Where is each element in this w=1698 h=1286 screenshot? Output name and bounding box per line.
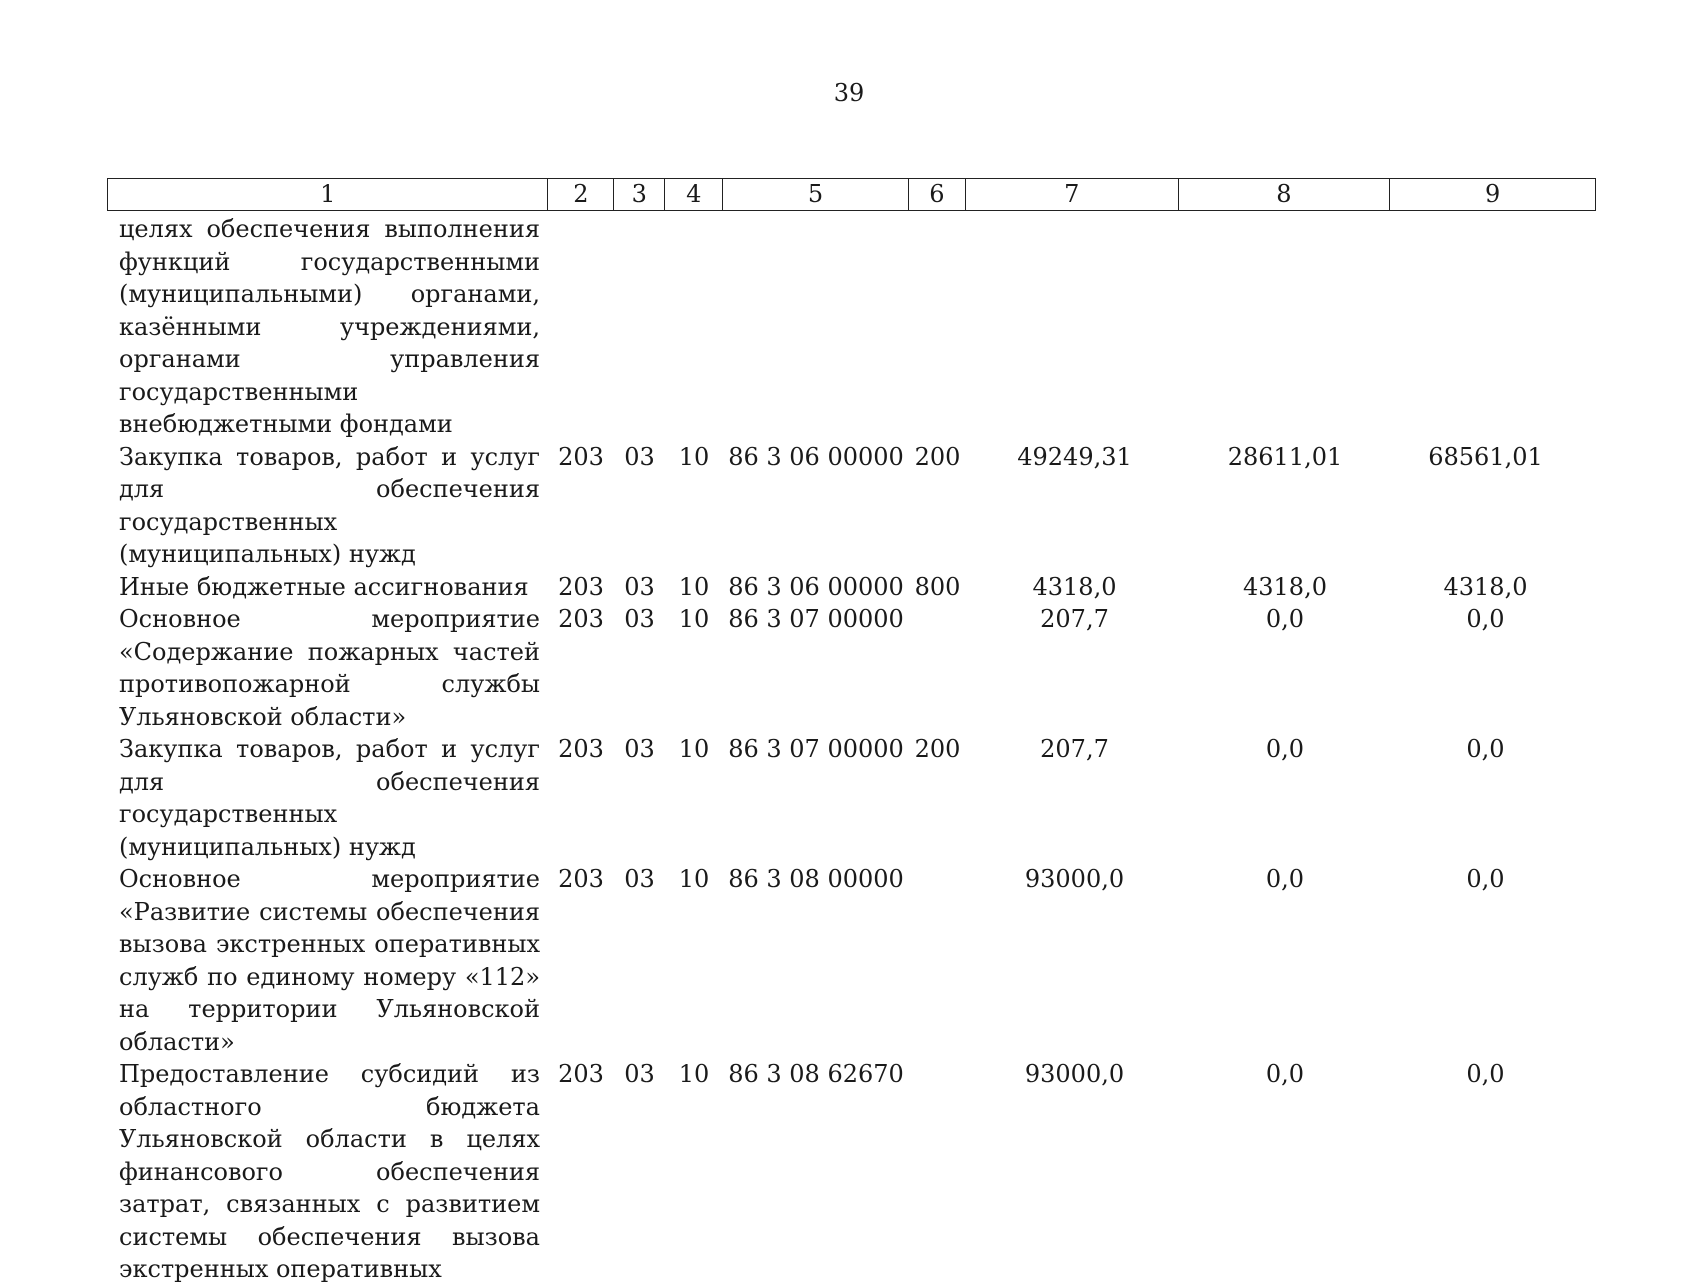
cell-col-2: 203 [558, 735, 604, 763]
cell-col-3: 03 [624, 865, 655, 893]
row-name: целях обеспечения выполнения функций государственными (муниципальными) органами, казёнными учреждениями, органами управления государственными внебюджетными фондами [119, 215, 540, 438]
row-name: Основное мероприятие «Развитие системы обеспечения вызова экстренных оперативных служб по единому номеру «112» на территории Ульяновской области» [119, 865, 540, 1056]
row-name: Закупка товаров, работ и услуг для обеспечения государственных (муниципальных) нужд [119, 735, 540, 861]
cell-col-8: 0,0 [1265, 1060, 1305, 1088]
cell-col-3: 03 [624, 1060, 655, 1088]
cell-col-6: 800 [914, 572, 961, 601]
table-row [107, 733, 1596, 863]
cell-col-3: 03 [624, 605, 655, 633]
cell-col-4: 10 [678, 735, 710, 763]
table-row [107, 603, 1596, 733]
column-header-4: 4 [665, 179, 723, 210]
cell-col-4: 10 [678, 605, 710, 633]
cell-col-4: 10 [678, 572, 710, 601]
cell-col-4: 10 [678, 865, 710, 893]
cell-col-4: 10 [678, 1060, 710, 1088]
cell-col-6: 200 [914, 442, 961, 471]
table-row [107, 571, 1596, 604]
cell-col-2: 203 [558, 442, 604, 471]
cell-col-3: 03 [624, 572, 655, 601]
table-header-row [107, 178, 1596, 211]
page-number: 39 [833, 79, 865, 107]
cell-col-9: 68561,01 [1428, 442, 1543, 471]
column-header-9: 9 [1485, 180, 1501, 208]
cell-col-2: 203 [558, 865, 604, 893]
cell-col-2: 203 [558, 1060, 604, 1088]
cell-col-5: 86 3 07 00000 [728, 605, 904, 633]
column-header-6: 6 [909, 179, 966, 210]
cell-col-5: 86 3 08 00000 [728, 865, 904, 893]
cell-col-8: 0,0 [1265, 605, 1305, 633]
column-header-7: 7 [966, 179, 1179, 210]
cell-col-5: 86 3 07 00000 [728, 735, 904, 763]
table-row [107, 441, 1596, 571]
cell-col-8: 0,0 [1265, 865, 1305, 893]
cell-col-9: 0,0 [1466, 605, 1505, 633]
row-name: Иные бюджетные ассигнования [119, 572, 529, 601]
cell-col-7: 49249,31 [1017, 442, 1132, 471]
cell-col-9: 0,0 [1466, 735, 1505, 763]
column-header-8: 8 [1179, 179, 1391, 210]
cell-col-5: 86 3 06 00000 [728, 442, 904, 471]
table-row [107, 1058, 1596, 1286]
cell-col-2: 203 [558, 605, 604, 633]
cell-col-9: 4318,0 [1443, 572, 1528, 601]
column-header-3: 3 [614, 179, 665, 210]
cell-col-7: 93000,0 [1024, 1060, 1125, 1088]
table-row [107, 213, 1596, 441]
cell-col-2: 203 [558, 572, 604, 601]
cell-col-7: 93000,0 [1024, 865, 1125, 893]
cell-col-4: 10 [678, 442, 710, 471]
row-name: Основное мероприятие «Содержание пожарных частей противопожарной службы Ульяновской области» [119, 605, 540, 731]
cell-col-3: 03 [624, 442, 655, 471]
cell-col-8: 28611,01 [1227, 442, 1343, 471]
cell-col-9: 0,0 [1466, 865, 1505, 893]
cell-col-7: 4318,0 [1032, 572, 1117, 601]
cell-col-3: 03 [624, 735, 655, 763]
cell-col-5: 86 3 08 62670 [728, 1060, 904, 1088]
row-name: Предоставление субсидий из областного бюджета Ульяновской области в целях финансового обеспечения затрат, связанных с развитием системы обеспечения вызова экстренных оперативных [119, 1060, 540, 1283]
cell-col-5: 86 3 06 00000 [728, 572, 904, 601]
column-header-2: 2 [548, 179, 614, 210]
cell-col-8: 0,0 [1265, 735, 1305, 763]
table-row [107, 863, 1596, 1058]
cell-col-6: 200 [914, 735, 961, 763]
cell-col-8: 4318,0 [1243, 572, 1327, 601]
cell-col-7: 207,7 [1040, 735, 1109, 763]
column-header-5: 5 [723, 179, 909, 210]
cell-col-9: 0,0 [1466, 1060, 1505, 1088]
table-body [107, 213, 1596, 1286]
row-name: Закупка товаров, работ и услуг для обеспечения государственных (муниципальных) нужд [119, 442, 540, 568]
cell-col-7: 207,7 [1040, 605, 1109, 633]
column-header-1: 1 [108, 179, 548, 210]
